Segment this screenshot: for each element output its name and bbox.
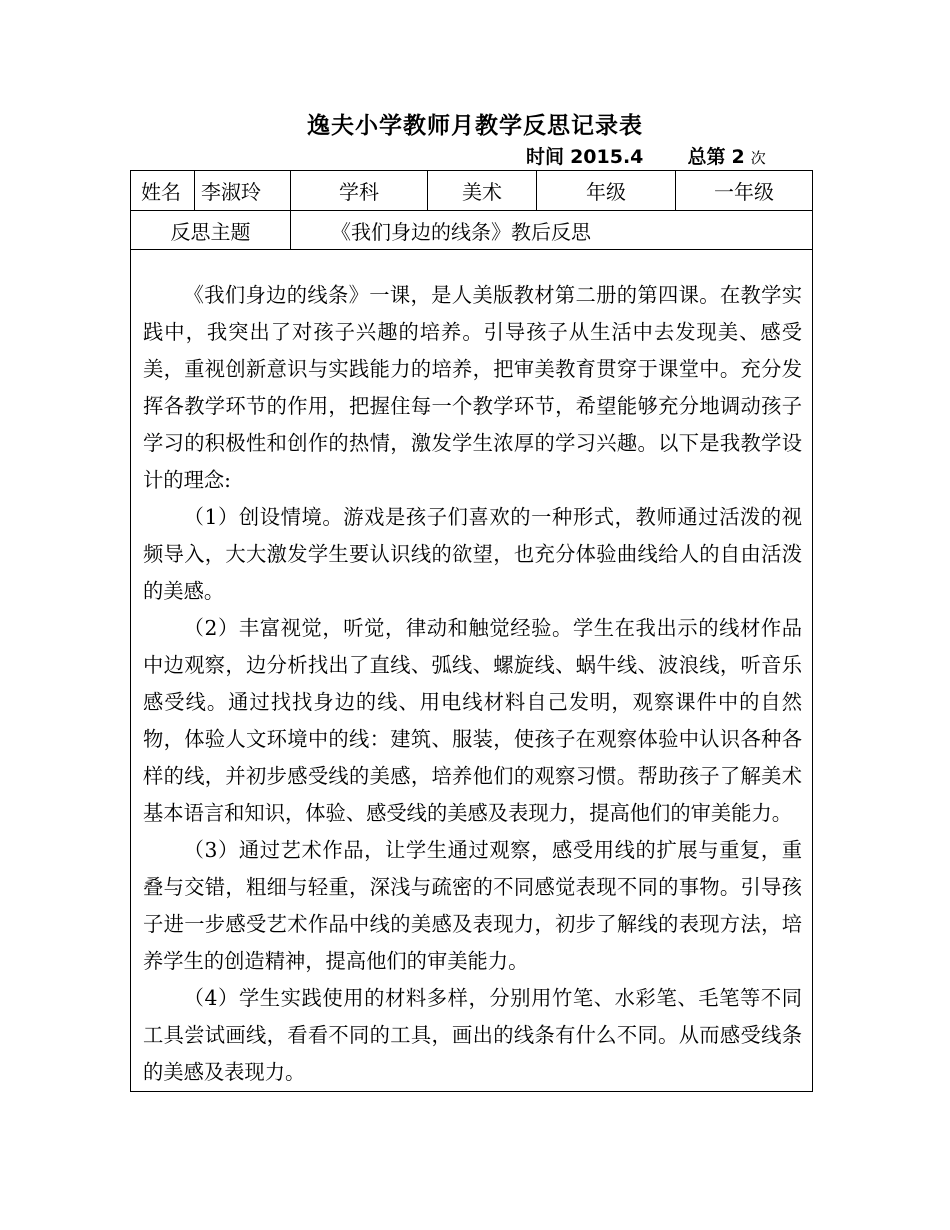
time-value: 2015.4 [570, 146, 644, 168]
topic-value: 《我们身边的线条》教后反思 [291, 211, 813, 250]
point-2-paragraph: （2）丰富视觉，听觉，律动和触觉经验。学生在我出示的线材作品中边观察，边分析找出了直线、弧线、螺旋线、蜗牛线、波浪线，听音乐感受线。通过找找身边的线、用电线材料自己发明，观察课件中的自然物，体验人文环境中的线：建筑、服装，使孩子在观察体验中认识各种各样的线，并初步感受线的美感，培养他们的观察习惯。帮助孩子了解美术基本语言和知识，体验、感受线的美感及表现力，提高他们的审美能力。 [143, 616, 802, 825]
record-table [130, 170, 813, 1092]
subject-label: 学科 [291, 171, 428, 211]
topic-label: 反思主题 [131, 211, 291, 250]
count-label: 总第 [687, 146, 726, 168]
intro-paragraph: 《我们身边的线条》一课，是人美版教材第二册的第四课。在教学实践中，我突出了对孩子兴趣的培养。引导孩子从生活中去发现美、感受美，重视创新意识与实践能力的培养，把审美教育贯穿于课堂中。充分发挥各教学环节的作用，把握住每一个教学环节，希望能够充分地调动孩子学习的积极性和创作的热情，激发学生浓厚的学习兴趣。以下是我教学设计的理念: [143, 283, 802, 492]
point-1-paragraph: （1）创设情境。游戏是孩子们喜欢的一种形式，教师通过活泼的视频导入，大大激发学生要认识线的欲望，也充分体验曲线给人的自由活泼的美感。 [143, 505, 802, 603]
reflection-content [131, 250, 812, 1091]
info-row [131, 171, 813, 211]
meta-line [526, 144, 766, 171]
content-cell [131, 250, 813, 1092]
grade-label: 年级 [537, 171, 676, 211]
topic-row [131, 211, 813, 250]
point-3-paragraph: （3）通过艺术作品，让学生通过观察，感受用线的扩展与重复，重叠与交错，粗细与轻重，深浅与疏密的不同感觉表现不同的事物。引导孩子进一步感受艺术作品中线的美感及表现力，初步了解线的表现方法，培养学生的创造精神，提高他们的审美能力。 [143, 838, 802, 973]
content-row [131, 250, 813, 1092]
name-label: 姓名 [131, 171, 195, 211]
time-label: 时间 [526, 146, 565, 168]
count-value: 2 [731, 146, 745, 168]
count-suffix: 次 [750, 149, 766, 167]
document-title: 逸夫小学教师月教学反思记录表 [307, 113, 643, 139]
point-4-paragraph: （4）学生实践使用的材料多样，分别用竹笔、水彩笔、毛笔等不同工具尝试画线，看看不同的工具，画出的线条有什么不同。从而感受线条的美感及表现力。 [143, 986, 802, 1084]
grade-value: 一年级 [676, 171, 813, 211]
name-value: 李淑玲 [195, 171, 291, 211]
subject-value: 美术 [428, 171, 537, 211]
